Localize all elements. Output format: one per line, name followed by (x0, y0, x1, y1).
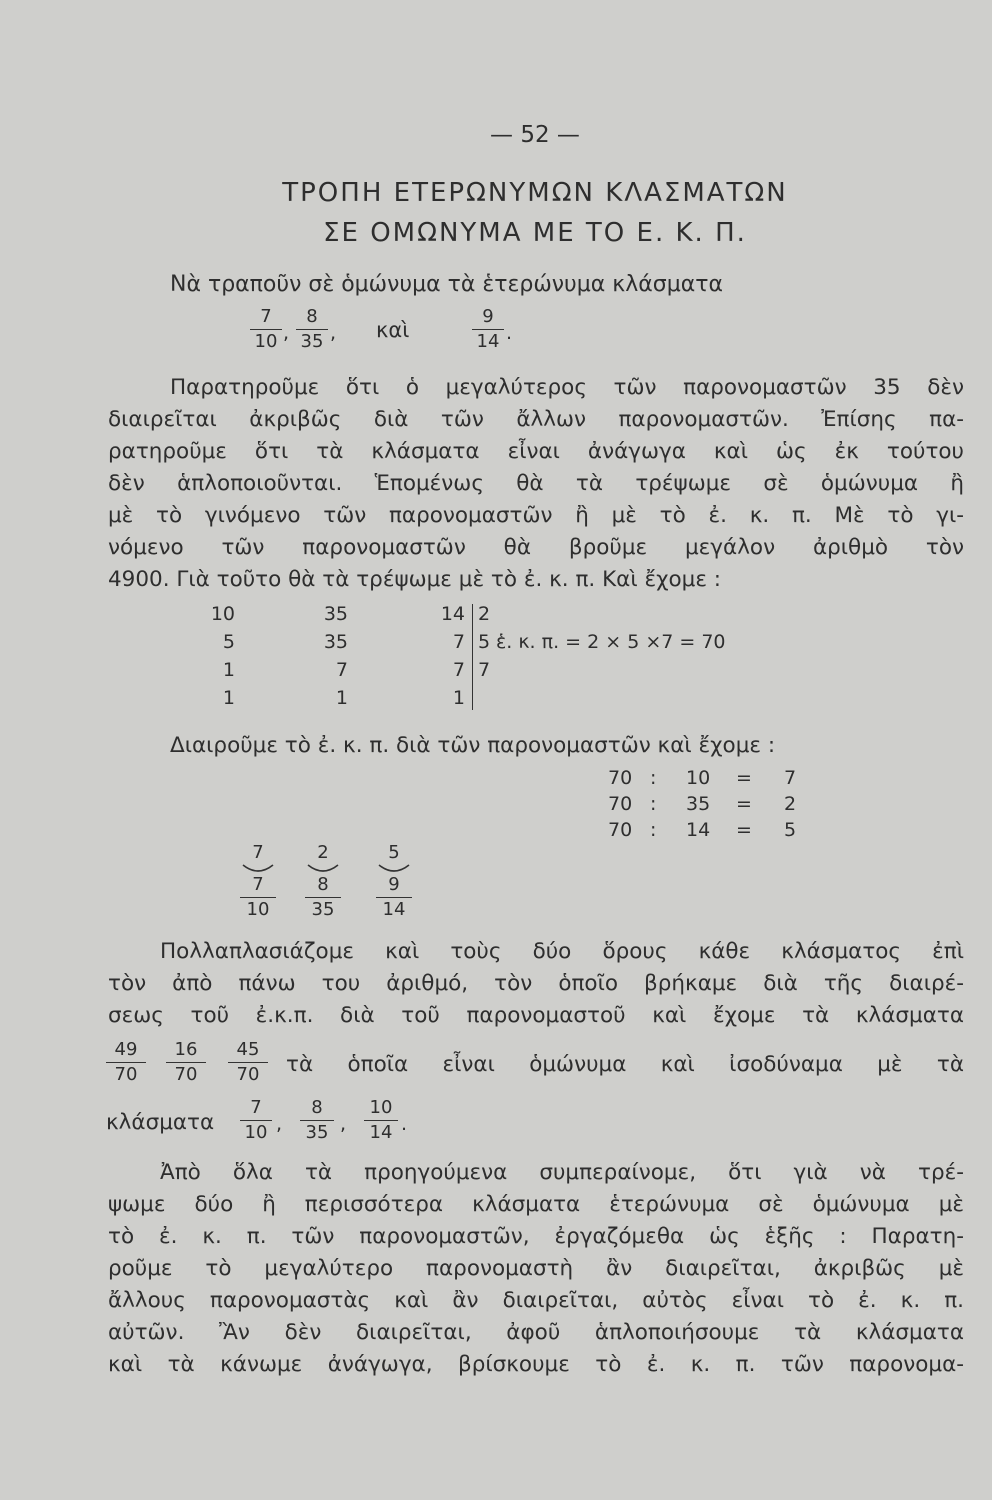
division-equals: = (736, 767, 752, 789)
table-cell: 35 (323, 631, 348, 653)
table-cell: 1 (452, 687, 465, 709)
table-divisor: 7 (478, 659, 491, 681)
division-dividend: 70 (608, 767, 633, 789)
fraction-bar (250, 329, 282, 330)
paragraph-3-line: Ἀπὸ ὅλα τὰ προηγούμενα συμπεραίνομε, ὅτι γιὰ νὰ τρέ- (160, 1160, 964, 1185)
paragraph-1 (108, 372, 964, 596)
multiplier-number: 7 (252, 842, 264, 863)
fraction-numerator: 10 (369, 1097, 393, 1118)
multiplier-number: 5 (388, 842, 400, 863)
fraction-bar (472, 329, 504, 330)
fraction-bar (296, 329, 328, 330)
paragraph-1-line: ρατηροῦμε ὅτι τὰ κλάσματα εἶναι ἀνάγωγα καὶ ὡς ἐκ τούτου (108, 439, 964, 464)
original-fraction (364, 1098, 398, 1143)
paragraph-3-line: αὐτῶν. Ἂν δὲν διαιρεῖται, ἀφοῦ ἁπλοποιήσουμε τὰ κλάσματα (108, 1320, 964, 1345)
fraction-dot: . (401, 1113, 408, 1135)
fraction-bar (300, 1120, 334, 1121)
multiplier-group (376, 843, 412, 920)
paragraph-1-line: νόμενο τῶν παρονομαστῶν θὰ βροῦμε μεγάλον ἀριθμὸ τὸν (108, 535, 964, 560)
fraction-bar (376, 897, 412, 898)
paragraph-1-line: μὲ τὸ γινόμενο τῶν παρονομαστῶν ἢ μὲ τὸ ἐ. κ. π. Μὲ τὸ γι- (108, 503, 964, 528)
fraction-denominator: 14 (369, 1122, 393, 1143)
fraction-denominator: 35 (305, 1122, 329, 1143)
fraction-denominator: 10 (254, 331, 278, 352)
fraction-bar (240, 1120, 272, 1121)
title-line-1: ΤΡΟΠΗ ΕΤΕΡΩΝΥΜΩΝ ΚΛΑΣΜΑΤΩΝ (282, 178, 788, 208)
division-dividend: 70 (608, 819, 633, 841)
fraction-denominator: 14 (476, 331, 500, 352)
table-cell: 7 (452, 631, 465, 653)
paragraph-2-line: Πολλαπλασιάζομε καὶ τοὺς δύο ὅρους κάθε κλάσματος ἐπὶ (160, 939, 964, 964)
fraction-numerator: 7 (250, 1097, 262, 1118)
original-fraction (240, 1098, 272, 1143)
fraction-bar (305, 897, 341, 898)
fraction-bar (228, 1062, 268, 1063)
fraction-numerator: 9 (482, 306, 494, 327)
paragraph-1-line: 4900. Γιὰ τοῦτο θὰ τὰ τρέψωμε μὲ τὸ ἐ. κ. π. Καὶ ἔχομε : (108, 567, 722, 592)
title-line-2: ΣΕ ΟΜΩΝΥΜΑ ΜΕ ΤΟ Ε. Κ. Π. (323, 218, 747, 248)
division-equals: = (736, 819, 752, 841)
paragraph-3-line: τὸ ἐ. κ. π. τῶν παρονομαστῶν, ἐργαζόμεθα ὡς ἑξῆς : Παρατη- (108, 1224, 964, 1249)
fraction-numerator: 8 (311, 1097, 323, 1118)
fraction-bar (166, 1062, 206, 1063)
paragraph-1-line: διαιρεῖται ἀκριβῶς διὰ τῶν ἄλλων παρονομαστῶν. Ἐπίσης πα- (108, 407, 964, 432)
division-op: : (650, 793, 657, 815)
paragraph-3-line: ψωμε δύο ἢ περισσότερα κλάσματα ἑτερώνυμα σὲ ὁμώνυμα μὲ (108, 1192, 964, 1217)
result-fraction (166, 1040, 206, 1085)
fraction-numerator: 16 (174, 1039, 198, 1060)
paragraph-3-line: ροῦμε τὸ μεγαλύτερο παρονομαστὴ ἂν διαιρεῖται, ἀκριβῶς μὲ (108, 1256, 964, 1281)
table-cell: 5 (222, 631, 235, 653)
fraction-numerator: 8 (306, 306, 318, 327)
table-cell: 14 (440, 603, 465, 625)
table-divisor: 2 (478, 603, 491, 625)
division-result: 2 (784, 793, 797, 815)
problem-fraction-2 (296, 307, 328, 352)
table-cell: 1 (335, 687, 348, 709)
table-divider (472, 604, 473, 710)
fraction-numerator: 7 (252, 874, 264, 895)
fraction-denominator: 10 (246, 899, 270, 920)
division-divisor: 10 (686, 767, 711, 789)
divide-line: Διαιροῦμε τὸ ἐ. κ. π. διὰ τῶν παρονομαστῶν καὶ ἔχομε : (170, 733, 776, 758)
problem-fraction-1 (250, 307, 282, 352)
fraction-denominator: 70 (114, 1064, 138, 1085)
paragraph-3-line: ἄλλους παρονομαστὰς καὶ ἂν διαιρεῖται, αὐτὸς εἶναι τὸ ἐ. κ. π. (108, 1288, 964, 1313)
fraction-numerator: 7 (260, 306, 272, 327)
lcm-result: ἑ. κ. π. = 2 × 5 ×7 = 70 (496, 631, 726, 653)
fraction-numerator: 9 (388, 874, 400, 895)
and-word: καὶ (376, 318, 410, 342)
fraction-comma: , (340, 1113, 347, 1135)
multiplier-group (240, 843, 276, 920)
multiplier-number: 2 (317, 842, 329, 863)
table-divisor: 5 (478, 631, 491, 653)
fraction-numerator: 49 (114, 1039, 138, 1060)
multiplier-group (305, 843, 341, 920)
table-cell: 7 (452, 659, 465, 681)
fraction-dot: . (506, 322, 513, 344)
fraction-numerator: 8 (317, 874, 329, 895)
problem-statement: Νὰ τραποῦν σὲ ὁμώνυμα τὰ ἑτερώνυμα κλάσματα (170, 272, 723, 297)
fraction-comma: , (276, 1113, 283, 1135)
problem-fraction-3 (472, 307, 504, 352)
division-op: : (650, 767, 657, 789)
fraction-bar (106, 1062, 146, 1063)
fraction-denominator: 35 (311, 899, 335, 920)
fraction-bar (240, 897, 276, 898)
fraction-bar (364, 1120, 398, 1121)
paragraph-1-line: δὲν ἁπλοποιοῦνται. Ἑπομένως θὰ τὰ τρέψωμε σὲ ὁμώνυμα ἢ (108, 471, 964, 496)
paragraph-3 (108, 1157, 964, 1381)
division-equals: = (736, 793, 752, 815)
table-cell: 1 (222, 659, 235, 681)
division-result: 5 (784, 819, 797, 841)
division-divisor: 35 (686, 793, 711, 815)
fraction-denominator: 70 (174, 1064, 198, 1085)
result-text: τὰ ὁποῖα εἶναι ὁμώνυμα καὶ ἰσοδύναμα μὲ τὰ (286, 1052, 964, 1077)
klasmata-word: κλάσματα (106, 1110, 215, 1135)
result-fraction (106, 1040, 146, 1085)
table-cell: 10 (210, 603, 235, 625)
fraction-comma: , (330, 322, 337, 344)
table-cell: 1 (222, 687, 235, 709)
table-cell: 7 (335, 659, 348, 681)
fraction-numerator: 45 (236, 1039, 260, 1060)
fraction-denominator: 35 (300, 331, 324, 352)
fraction-denominator: 14 (382, 899, 406, 920)
original-fraction (300, 1098, 334, 1143)
division-result: 7 (784, 767, 797, 789)
fraction-denominator: 70 (236, 1064, 260, 1085)
result-fraction (228, 1040, 268, 1085)
fraction-denominator: 10 (244, 1122, 268, 1143)
division-divisor: 14 (686, 819, 711, 841)
fraction-comma: , (283, 322, 290, 344)
page-number: — 52 — (490, 122, 580, 148)
paragraph-2-line: τὸν ἀπὸ πάνω του ἀριθμό, τὸν ὁποῖο βρήκαμε διὰ τῆς διαιρέ- (108, 971, 964, 996)
table-cell: 35 (323, 603, 348, 625)
division-op: : (650, 819, 657, 841)
paragraph-1-line: Παρατηροῦμε ὅτι ὁ μεγαλύτερος τῶν παρονομαστῶν 35 δὲν (170, 375, 964, 400)
paragraph-2-line: σεως τοῦ ἐ.κ.π. διὰ τοῦ παρονομαστοῦ καὶ ἔχομε τὰ κλάσματα (108, 1003, 964, 1028)
paragraph-2 (108, 936, 964, 1032)
division-dividend: 70 (608, 793, 633, 815)
paragraph-3-line: καὶ τὰ κάνωμε ἀνάγωγα, βρίσκουμε τὸ ἐ. κ. π. τῶν παρονομα- (108, 1352, 964, 1377)
